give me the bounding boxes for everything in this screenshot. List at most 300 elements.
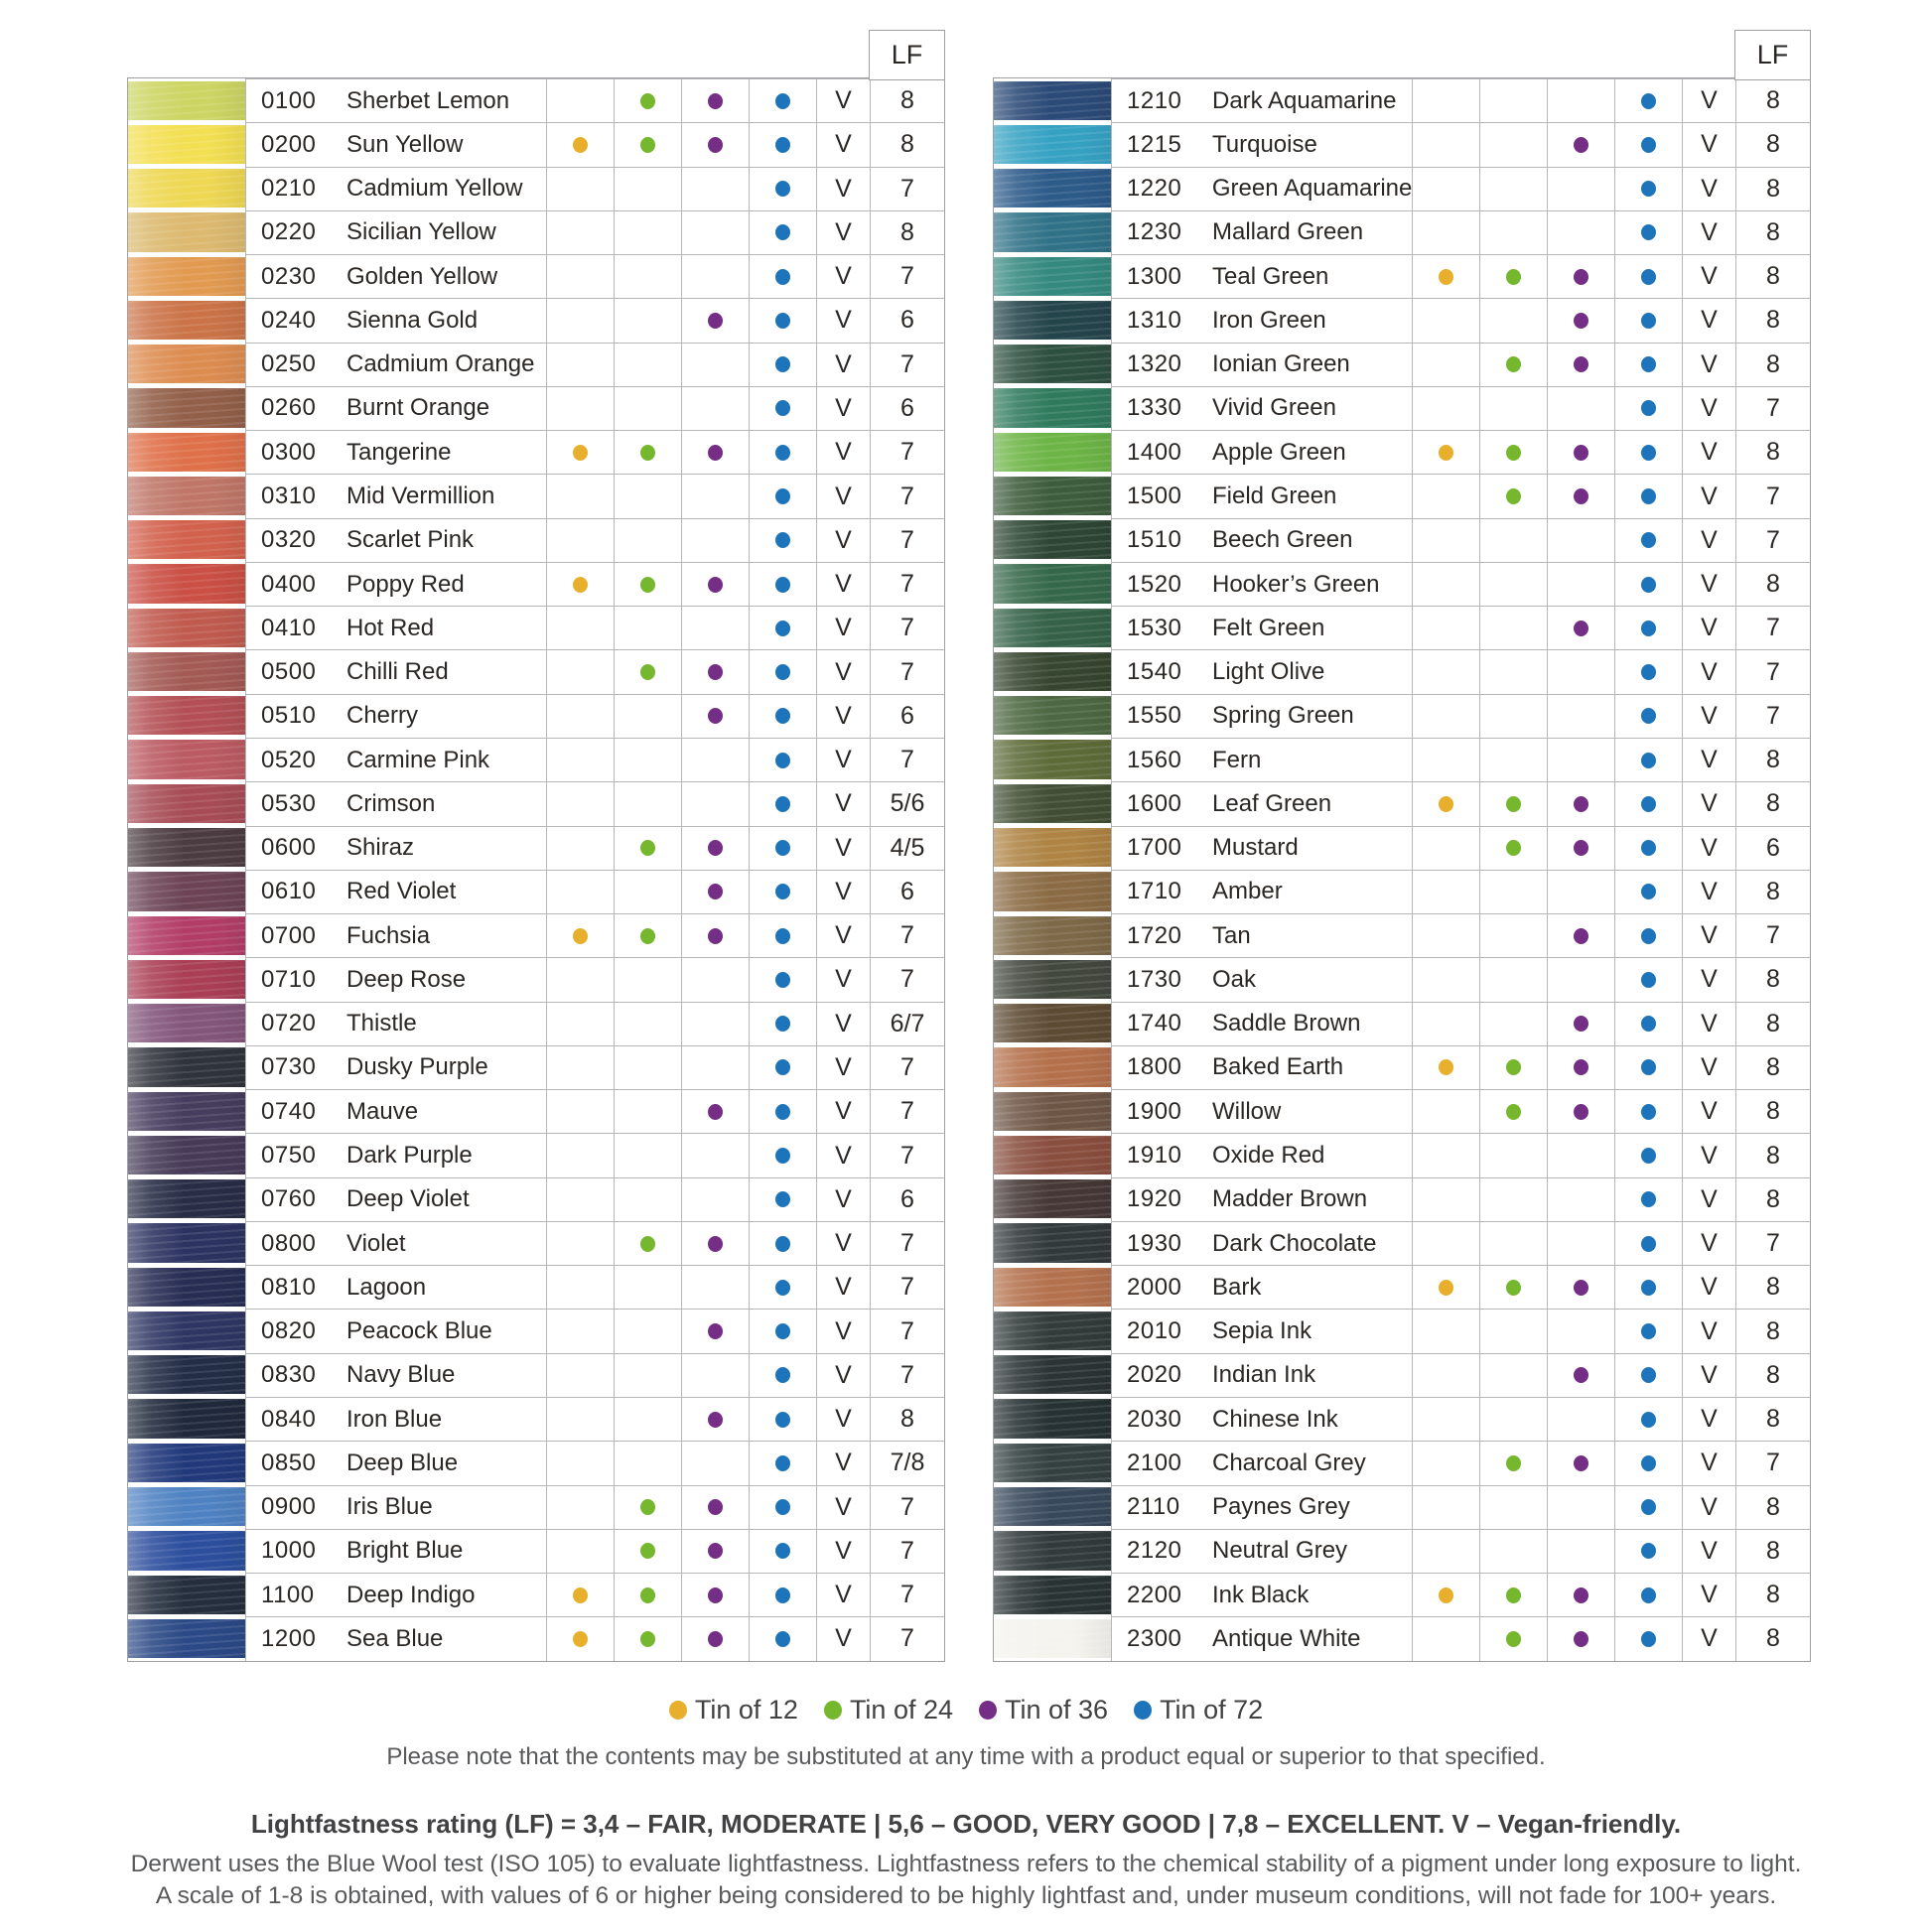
- tin-of-36-cell: [681, 518, 749, 562]
- tin-dot: [1641, 1543, 1656, 1559]
- tin-dot: [1641, 445, 1656, 461]
- color-name: Oak: [1212, 965, 1257, 993]
- lf-cell: 8: [1735, 343, 1810, 386]
- tin-of-36-cell: [681, 738, 749, 781]
- color-code: 1000: [261, 1537, 317, 1565]
- vegan-cell: V: [816, 1573, 870, 1616]
- color-code-name: [1111, 606, 1412, 649]
- swatch-color: [994, 1223, 1111, 1262]
- color-code: 2120: [1127, 1537, 1182, 1565]
- tin-dot: [640, 1631, 655, 1647]
- color-row-0900: [128, 1485, 944, 1529]
- tin-of-24-cell: [614, 518, 681, 562]
- tin-dot: [1641, 1323, 1656, 1339]
- tin-of-36-cell: [1547, 1002, 1614, 1045]
- color-swatch: [994, 1573, 1111, 1616]
- color-code-name: [245, 1045, 546, 1089]
- swatch-color: [128, 564, 245, 603]
- lf-cell: 5/6: [870, 781, 944, 825]
- tin-dot: [1641, 532, 1656, 548]
- vegan-cell: V: [1682, 649, 1735, 693]
- color-swatch: [128, 1133, 245, 1176]
- lf-column-header: LF: [869, 30, 945, 80]
- color-code: 1550: [1127, 702, 1182, 730]
- color-name: Leaf Green: [1212, 789, 1332, 817]
- tin-of-36-cell: [681, 826, 749, 870]
- tin-of-24-cell: [614, 738, 681, 781]
- color-code: 0730: [261, 1053, 317, 1081]
- tin-dot: [1439, 1587, 1453, 1603]
- color-name: Turquoise: [1212, 130, 1317, 158]
- color-swatch: [128, 1221, 245, 1265]
- color-row-0760: [128, 1177, 944, 1221]
- tin-of-12-cell: [1412, 1089, 1479, 1133]
- swatch-color: [994, 388, 1111, 427]
- tin-of-24-cell: [1479, 649, 1547, 693]
- tin-of-24-cell: [1479, 298, 1547, 342]
- tin-of-12-cell: [1412, 386, 1479, 430]
- color-row-2100: [994, 1441, 1810, 1484]
- tin-of-24-cell: [614, 343, 681, 386]
- swatch-color: [994, 477, 1111, 515]
- tin-of-24-cell: [1479, 343, 1547, 386]
- tin-dot: [708, 1412, 723, 1428]
- color-code: 0220: [261, 218, 317, 246]
- tin-of-72-cell: [749, 1441, 816, 1484]
- color-code-name: [245, 430, 546, 474]
- color-code-name: [1111, 343, 1412, 386]
- color-swatch: [994, 1045, 1111, 1089]
- tin-dot: [640, 664, 655, 680]
- tin-dot: [775, 313, 790, 329]
- swatch-color: [128, 784, 245, 823]
- tin-dot: [775, 356, 790, 372]
- color-swatch: [994, 606, 1111, 649]
- color-code-name: [1111, 826, 1412, 870]
- color-code: 0250: [261, 350, 317, 378]
- tin-of-24-cell: [614, 1573, 681, 1616]
- color-code: 1800: [1127, 1053, 1182, 1081]
- color-row-1510: [994, 518, 1810, 562]
- color-code-name: [245, 78, 546, 122]
- color-swatch: [128, 1529, 245, 1573]
- tin-dot: [775, 753, 790, 768]
- legend-label: Tin of 72: [1160, 1695, 1264, 1725]
- tin-of-36-cell: [681, 1529, 749, 1573]
- vegan-cell: V: [816, 1089, 870, 1133]
- vegan-cell: V: [1682, 694, 1735, 738]
- tin-of-12-cell: [546, 298, 614, 342]
- lf-cell: 7: [870, 430, 944, 474]
- tin-of-24-cell: [614, 870, 681, 913]
- vegan-cell: V: [1682, 1221, 1735, 1265]
- color-code: 0400: [261, 570, 317, 598]
- tin-dot: [708, 664, 723, 680]
- vegan-cell: V: [816, 1002, 870, 1045]
- tin-dot: [775, 1059, 790, 1075]
- color-name: Amber: [1212, 878, 1283, 905]
- lf-cell: 8: [1735, 430, 1810, 474]
- tin-of-12-cell: [546, 343, 614, 386]
- color-code-name: [1111, 210, 1412, 254]
- tin-dot: [640, 928, 655, 944]
- tin-dot: [708, 1236, 723, 1252]
- tin-dot: [573, 445, 588, 461]
- color-code: 1720: [1127, 921, 1182, 949]
- tin-dot: [669, 1701, 687, 1720]
- color-code: 1600: [1127, 789, 1182, 817]
- color-name: Iris Blue: [346, 1493, 433, 1521]
- tin-of-36-cell: [681, 1045, 749, 1089]
- tin-of-36-cell: [1547, 386, 1614, 430]
- tin-dot: [775, 796, 790, 812]
- tin-dot: [708, 708, 723, 724]
- tin-of-36-cell: [1547, 78, 1614, 122]
- tin-of-36-cell: [1547, 1265, 1614, 1309]
- lf-cell: 7: [870, 1089, 944, 1133]
- lf-cell: 8: [1735, 870, 1810, 913]
- color-code: 1520: [1127, 570, 1182, 598]
- tin-dot: [775, 1323, 790, 1339]
- tin-dot: [1641, 93, 1656, 109]
- color-name: Spring Green: [1212, 702, 1354, 730]
- color-row-0700: [128, 913, 944, 957]
- color-code-name: [245, 1002, 546, 1045]
- tin-of-24-cell: [1479, 122, 1547, 166]
- color-row-2010: [994, 1309, 1810, 1352]
- lf-cell: 7: [870, 1573, 944, 1616]
- tin-of-72-cell: [1614, 1221, 1682, 1265]
- color-code-name: [1111, 1353, 1412, 1397]
- color-code-name: [245, 298, 546, 342]
- lf-cell: 7: [870, 343, 944, 386]
- tin-of-36-cell: [681, 957, 749, 1001]
- color-row-1700: [994, 826, 1810, 870]
- tin-of-72-cell: [749, 298, 816, 342]
- tin-of-12-cell: [1412, 1529, 1479, 1573]
- color-swatch: [128, 78, 245, 122]
- tin-of-36-cell: [681, 1397, 749, 1441]
- tin-of-72-cell: [1614, 606, 1682, 649]
- tin-dot: [1641, 1104, 1656, 1120]
- tin-dot: [1439, 1059, 1453, 1075]
- tin-of-36-cell: [1547, 870, 1614, 913]
- color-name: Dark Chocolate: [1212, 1229, 1377, 1257]
- color-row-1550: [994, 694, 1810, 738]
- lf-cell: 8: [1735, 781, 1810, 825]
- tin-dot: [640, 1499, 655, 1515]
- tin-of-36-cell: [681, 1485, 749, 1529]
- color-row-2120: [994, 1529, 1810, 1573]
- color-code: 1210: [1127, 86, 1182, 114]
- tin-of-72-cell: [749, 386, 816, 430]
- swatch-color: [994, 1311, 1111, 1350]
- tin-dot: [1574, 1280, 1588, 1296]
- color-name: Sun Yellow: [346, 130, 464, 158]
- tin-dot: [1574, 445, 1588, 461]
- color-code-name: [1111, 1221, 1412, 1265]
- tin-of-72-cell: [1614, 167, 1682, 210]
- color-row-1900: [994, 1089, 1810, 1133]
- legend-item-tin-of-12: [669, 1695, 798, 1725]
- color-code: 0700: [261, 921, 317, 949]
- color-swatch: [994, 1485, 1111, 1529]
- color-name: Mauve: [346, 1097, 419, 1125]
- tin-of-36-cell: [1547, 1309, 1614, 1352]
- tin-of-36-cell: [1547, 254, 1614, 298]
- tin-dot: [708, 137, 723, 153]
- vegan-cell: V: [1682, 298, 1735, 342]
- color-swatch: [994, 1133, 1111, 1176]
- tin-of-72-cell: [1614, 694, 1682, 738]
- lf-cell: 7: [870, 1616, 944, 1660]
- color-code-name: [1111, 386, 1412, 430]
- tin-of-12-cell: [1412, 606, 1479, 649]
- tin-dot: [1506, 1631, 1521, 1647]
- tin-of-36-cell: [681, 122, 749, 166]
- tin-of-24-cell: [1479, 1002, 1547, 1045]
- tin-dot: [1641, 1191, 1656, 1207]
- color-code: 0900: [261, 1493, 317, 1521]
- color-code: 0410: [261, 614, 317, 641]
- tin-dot: [1641, 1587, 1656, 1603]
- vegan-cell: V: [816, 254, 870, 298]
- tin-dot: [1506, 796, 1521, 812]
- swatch-color: [128, 1531, 245, 1570]
- color-swatch: [994, 386, 1111, 430]
- color-code: 0720: [261, 1010, 317, 1037]
- tin-dot: [1641, 796, 1656, 812]
- color-row-0250: [128, 343, 944, 386]
- tin-of-72-cell: [1614, 430, 1682, 474]
- color-code-name: [245, 1089, 546, 1133]
- color-row-0810: [128, 1265, 944, 1309]
- color-name: Chilli Red: [346, 658, 449, 686]
- tin-of-24-cell: [1479, 430, 1547, 474]
- color-name: Deep Blue: [346, 1449, 459, 1476]
- tin-dot: [1506, 1104, 1521, 1120]
- tin-dot: [1641, 1367, 1656, 1383]
- tin-of-24-cell: [1479, 1221, 1547, 1265]
- tin-of-12-cell: [1412, 1573, 1479, 1616]
- color-name: Dark Purple: [346, 1142, 473, 1169]
- color-row-0410: [128, 606, 944, 649]
- tin-of-72-cell: [1614, 210, 1682, 254]
- tin-dot: [775, 1148, 790, 1164]
- color-row-1530: [994, 606, 1810, 649]
- color-swatch: [994, 1002, 1111, 1045]
- color-name: Felt Green: [1212, 614, 1325, 641]
- tin-dot: [1506, 488, 1521, 504]
- tin-of-12-cell: [1412, 649, 1479, 693]
- color-row-0800: [128, 1221, 944, 1265]
- vegan-cell: V: [816, 562, 870, 606]
- tin-dot: [1641, 753, 1656, 768]
- color-code-name: [245, 122, 546, 166]
- tin-of-24-cell: [614, 694, 681, 738]
- tin-of-72-cell: [749, 78, 816, 122]
- color-code: 0100: [261, 86, 317, 114]
- swatch-color: [128, 169, 245, 207]
- vegan-cell: V: [1682, 1045, 1735, 1089]
- color-swatch: [994, 1177, 1111, 1221]
- color-code-name: [1111, 1441, 1412, 1484]
- tin-dot: [708, 1543, 723, 1559]
- tin-of-12-cell: [546, 649, 614, 693]
- color-swatch: [994, 781, 1111, 825]
- tin-of-72-cell: [749, 870, 816, 913]
- tin-of-12-cell: [546, 474, 614, 517]
- tin-of-12-cell: [1412, 1309, 1479, 1352]
- vegan-cell: V: [1682, 1353, 1735, 1397]
- color-swatch: [128, 1177, 245, 1221]
- tin-dot: [775, 1104, 790, 1120]
- tin-of-12-cell: [546, 1353, 614, 1397]
- swatch-color: [128, 609, 245, 647]
- lf-cell: 7: [870, 913, 944, 957]
- tin-dot: [1641, 224, 1656, 240]
- color-code-name: [245, 957, 546, 1001]
- color-code: 1910: [1127, 1142, 1182, 1169]
- tin-dot: [708, 1631, 723, 1647]
- color-row-0500: [128, 649, 944, 693]
- tin-dot: [708, 928, 723, 944]
- color-name: Cadmium Orange: [346, 350, 535, 378]
- color-code: 2010: [1127, 1317, 1182, 1345]
- vegan-cell: V: [816, 430, 870, 474]
- tin-of-24-cell: [614, 1353, 681, 1397]
- color-swatch: [128, 1397, 245, 1441]
- lf-cell: 8: [1735, 1045, 1810, 1089]
- tin-of-72-cell: [749, 1529, 816, 1573]
- tin-dot: [775, 400, 790, 416]
- tin-of-36-cell: [1547, 1529, 1614, 1573]
- tin-dot: [708, 577, 723, 593]
- color-code: 0850: [261, 1449, 317, 1476]
- vegan-cell: V: [816, 122, 870, 166]
- color-row-1540: [994, 649, 1810, 693]
- color-swatch: [128, 254, 245, 298]
- tin-dot: [573, 1631, 588, 1647]
- tin-of-36-cell: [681, 1221, 749, 1265]
- color-swatch: [994, 474, 1111, 517]
- vegan-cell: V: [816, 78, 870, 122]
- color-code-name: [1111, 957, 1412, 1001]
- color-code-name: [245, 343, 546, 386]
- tin-of-72-cell: [749, 1265, 816, 1309]
- color-name: Teal Green: [1212, 262, 1329, 290]
- color-row-1215: [994, 122, 1810, 166]
- tin-of-36-cell: [1547, 122, 1614, 166]
- color-swatch: [994, 298, 1111, 342]
- color-swatch: [994, 343, 1111, 386]
- tin-dot: [824, 1701, 842, 1720]
- tin-of-72-cell: [749, 1133, 816, 1176]
- color-code-name: [245, 1573, 546, 1616]
- vegan-cell: V: [1682, 122, 1735, 166]
- tin-of-24-cell: [1479, 1309, 1547, 1352]
- color-code-name: [245, 1177, 546, 1221]
- tin-dot: [708, 840, 723, 856]
- tin-of-12-cell: [546, 781, 614, 825]
- swatch-color: [128, 125, 245, 164]
- color-table-left: [127, 40, 945, 1662]
- lf-cell: 7: [1735, 386, 1810, 430]
- color-swatch: [128, 1616, 245, 1660]
- tin-of-72-cell: [1614, 386, 1682, 430]
- tin-dot: [1574, 1587, 1588, 1603]
- color-swatch: [128, 781, 245, 825]
- vegan-cell: V: [1682, 606, 1735, 649]
- tin-of-36-cell: [681, 1309, 749, 1352]
- tin-dot: [1574, 621, 1588, 636]
- tin-of-36-cell: [1547, 738, 1614, 781]
- tin-dot: [775, 664, 790, 680]
- tin-of-12-cell: [1412, 957, 1479, 1001]
- color-code: 2300: [1127, 1624, 1182, 1652]
- vegan-cell: V: [1682, 1573, 1735, 1616]
- swatch-color: [994, 301, 1111, 340]
- vegan-cell: V: [816, 167, 870, 210]
- tin-of-12-cell: [546, 386, 614, 430]
- vegan-cell: V: [1682, 1397, 1735, 1441]
- lf-cell: 8: [1735, 1177, 1810, 1221]
- color-row-1310: [994, 298, 1810, 342]
- tin-dot: [775, 181, 790, 197]
- vegan-cell: V: [1682, 386, 1735, 430]
- color-name: Fern: [1212, 746, 1262, 773]
- color-swatch: [128, 474, 245, 517]
- tin-dot: [1506, 1455, 1521, 1471]
- tin-dot: [1574, 928, 1588, 944]
- color-swatch: [994, 562, 1111, 606]
- tin-of-24-cell: [614, 1265, 681, 1309]
- color-code-name: [245, 518, 546, 562]
- swatch-color: [994, 169, 1111, 207]
- lf-cell: 8: [1735, 957, 1810, 1001]
- lf-cell: 7: [1735, 649, 1810, 693]
- color-swatch: [128, 518, 245, 562]
- color-row-1500: [994, 474, 1810, 517]
- lf-cell: 7: [870, 1353, 944, 1397]
- color-code: 2110: [1127, 1493, 1180, 1521]
- tin-of-36-cell: [1547, 210, 1614, 254]
- tin-of-12-cell: [546, 562, 614, 606]
- tin-of-72-cell: [749, 518, 816, 562]
- tin-dot: [708, 884, 723, 899]
- lf-cell: 8: [870, 78, 944, 122]
- lf-cell: 8: [1735, 1485, 1810, 1529]
- tin-of-72-cell: [749, 1089, 816, 1133]
- tin-of-72-cell: [749, 1309, 816, 1352]
- swatch-color: [128, 1399, 245, 1438]
- tin-dot: [775, 224, 790, 240]
- tin-dot: [1506, 269, 1521, 285]
- tin-of-72-cell: [1614, 913, 1682, 957]
- color-swatch: [128, 826, 245, 870]
- color-name: Shiraz: [346, 834, 415, 862]
- color-code-name: [1111, 1045, 1412, 1089]
- tin-of-12-cell: [546, 1045, 614, 1089]
- tin-of-72-cell: [1614, 122, 1682, 166]
- swatch-color: [128, 1092, 245, 1131]
- tin-of-72-cell: [749, 1045, 816, 1089]
- color-swatch: [128, 167, 245, 210]
- color-name: Sicilian Yellow: [346, 218, 496, 246]
- tin-of-24-cell: [614, 1616, 681, 1660]
- color-code-name: [245, 1133, 546, 1176]
- tin-of-36-cell: [681, 1089, 749, 1133]
